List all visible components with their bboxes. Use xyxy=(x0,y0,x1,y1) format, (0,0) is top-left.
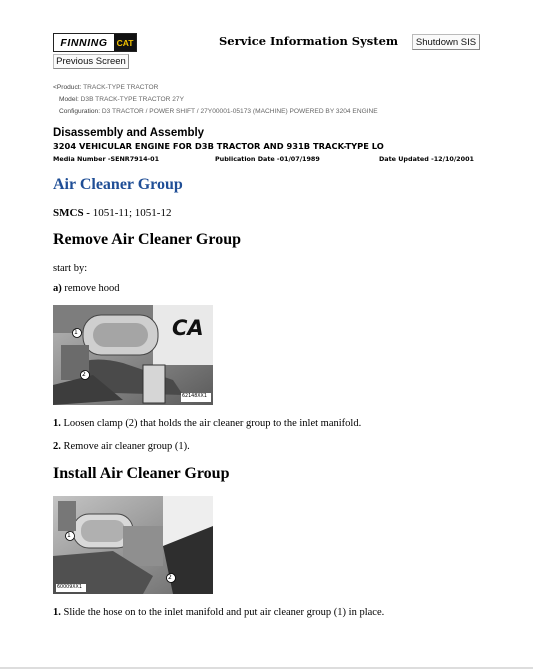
photo2-code: 60009XX1 xyxy=(57,585,82,590)
callout-1-label-2: 1 xyxy=(67,532,71,539)
product-value: TRACK-TYPE TRACTOR xyxy=(83,84,159,91)
page-title: Air Cleaner Group xyxy=(53,176,183,193)
document-heading: Disassembly and Assembly xyxy=(53,127,205,139)
callout-1-label: 1 xyxy=(74,329,78,336)
callout-2-label-2: 2 xyxy=(168,574,172,581)
remove-air-cleaner-photo xyxy=(53,305,213,405)
logo-text: FINNING xyxy=(60,36,108,49)
cat-brand-decal: CA xyxy=(172,316,204,340)
configuration-value: D3 TRACTOR / POWER SHIFT / 27Y00001-05173 (MACHINE) POWERED BY 3204 ENGINE xyxy=(101,108,378,115)
install-air-cleaner-photo xyxy=(53,496,213,594)
remove-step-1 xyxy=(53,418,361,429)
start-by-text: start by: xyxy=(53,263,88,274)
install-heading: Install Air Cleaner Group xyxy=(53,465,230,482)
publication-date: Publication Date -01/07/1989 xyxy=(215,155,320,163)
callout-2-label: 2 xyxy=(82,371,86,378)
finning-cat-logo xyxy=(53,33,137,52)
media-number: Media Number -SENR7914-01 xyxy=(53,155,160,163)
smcs-value: 1051-11; 1051-12 xyxy=(89,207,172,219)
engine-illustration-2 xyxy=(53,496,213,594)
remove-heading: Remove Air Cleaner Group xyxy=(53,231,241,248)
remove-step-1-text: Loosen clamp (2) that holds the air cleaner group to the inlet manifold. xyxy=(60,418,362,429)
configuration-line xyxy=(59,108,378,115)
remove-step-2-num: 2. xyxy=(53,441,61,452)
product-label: <Product: xyxy=(53,84,82,91)
smcs-label: SMCS - xyxy=(53,207,90,219)
product-line xyxy=(53,84,158,91)
date-updated: Date Updated -12/10/2001 xyxy=(379,155,474,163)
model-label: Model: xyxy=(59,96,79,103)
previous-screen-button[interactable]: Previous Screen xyxy=(53,54,129,69)
step-a-text: remove hood xyxy=(61,283,120,294)
remove-step-2-text: Remove air cleaner group (1). xyxy=(60,441,190,452)
photo1-code: 62148XX1 xyxy=(182,394,207,399)
install-step-1-num: 1. xyxy=(53,607,61,618)
install-step-1-text: Slide the hose on to the inlet manifold and put air cleaner group (1) in place. xyxy=(60,607,385,618)
model-value: D3B TRACK-TYPE TRACTOR 27Y xyxy=(80,96,184,103)
page-divider xyxy=(0,667,533,669)
remove-step-1-num: 1. xyxy=(53,418,61,429)
step-a xyxy=(53,283,120,294)
remove-step-2 xyxy=(53,441,190,452)
model-line xyxy=(59,96,184,103)
document-subtitle: 3204 VEHICULAR ENGINE FOR D3B TRACTOR AND 931B TRACK-TYPE LO xyxy=(53,141,384,151)
step-a-label: a) xyxy=(53,283,62,294)
system-title: Service Information System xyxy=(219,34,399,48)
configuration-label: Configuration: xyxy=(59,108,101,115)
shutdown-sis-button[interactable]: Shutdown SIS xyxy=(412,34,480,50)
logo-cat-mark: CAT xyxy=(114,34,136,51)
install-step-1 xyxy=(53,607,384,618)
smcs-line xyxy=(53,207,171,219)
